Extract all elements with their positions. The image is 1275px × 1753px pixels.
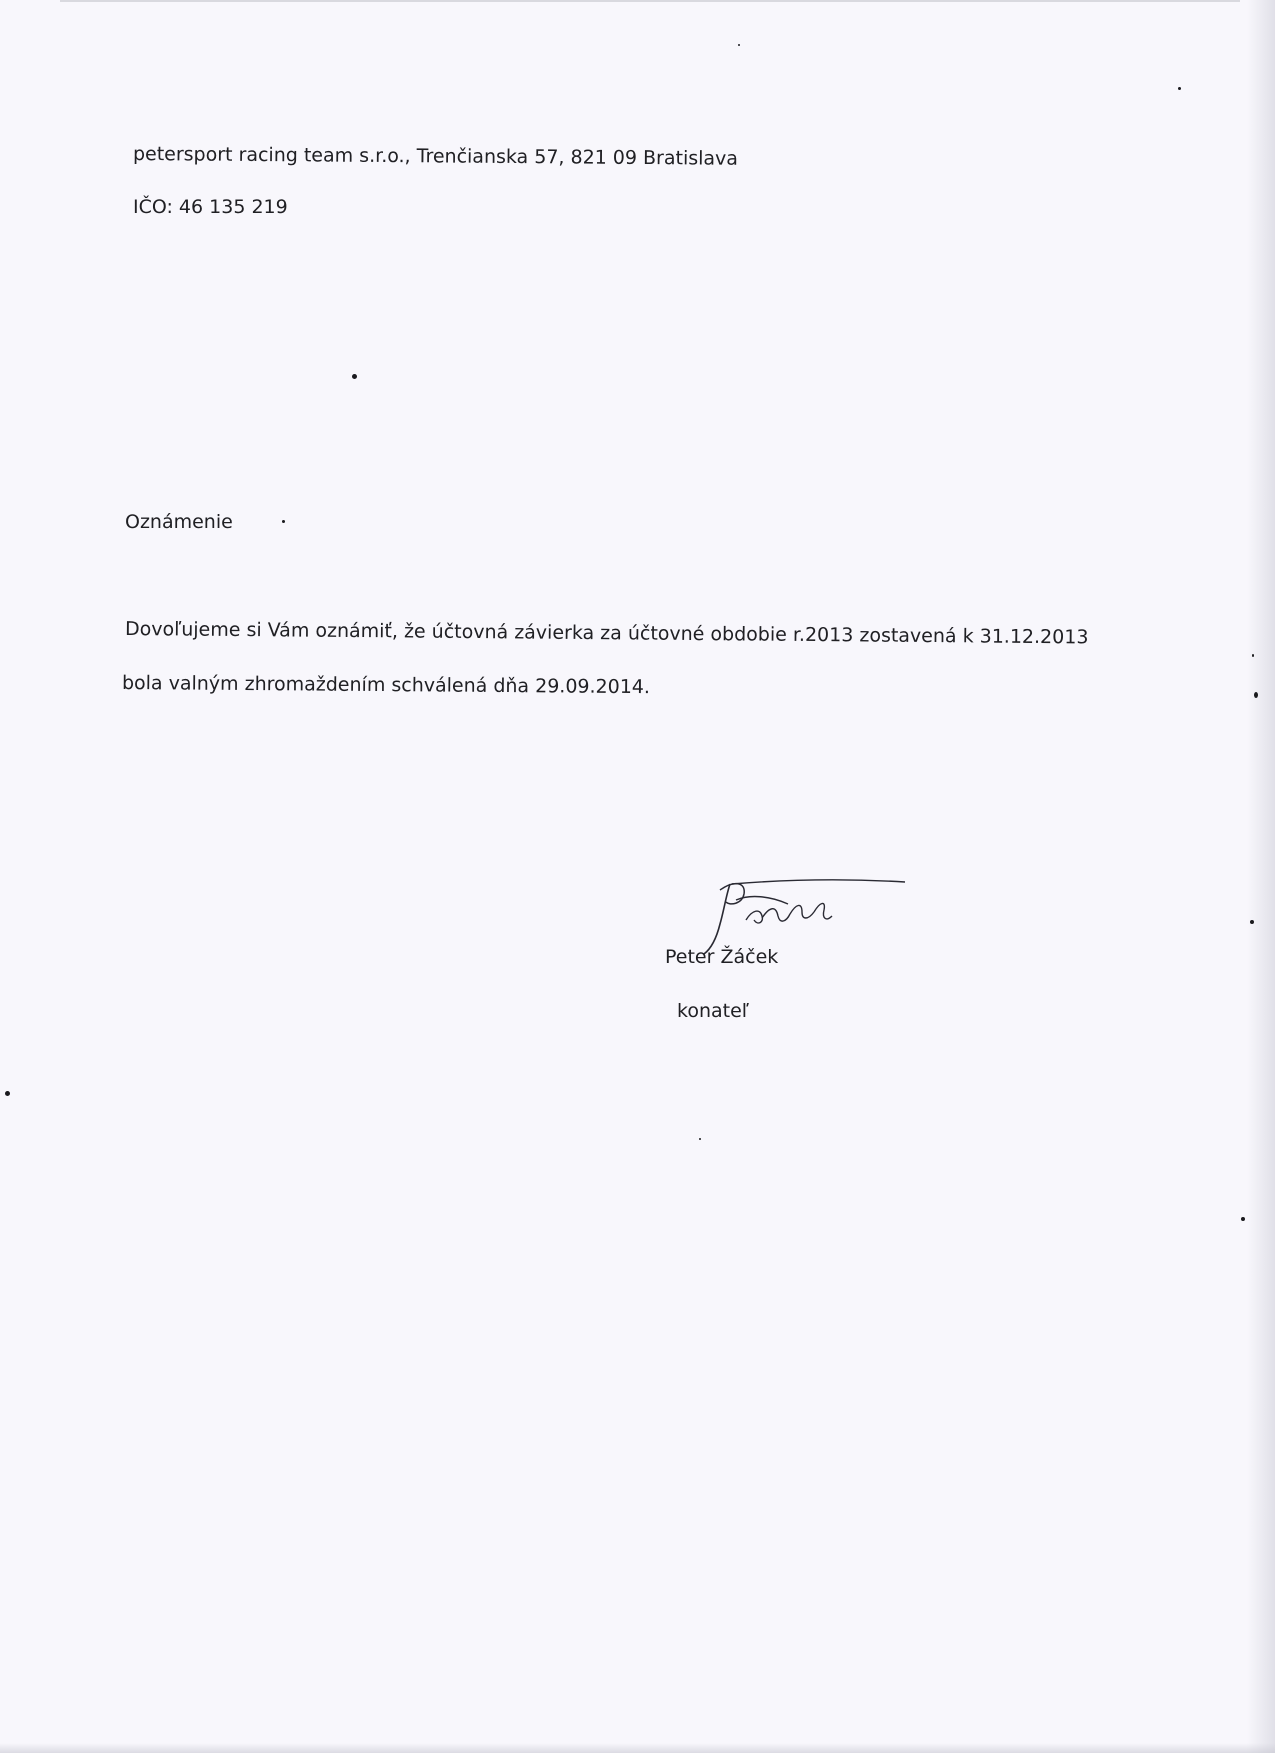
company-address-line: petersport racing team s.r.o., Trenčianska 57, 821 09 Bratislava: [132, 143, 739, 170]
scan-speck: [1254, 692, 1258, 698]
scan-speck: [282, 520, 285, 523]
scan-speck: [1241, 1217, 1245, 1221]
company-id-number: IČO: 46 135 219: [133, 196, 288, 218]
letter-body-line-2: bola valným zhromaždením schválená dňa 29.09.2014.: [121, 672, 651, 699]
scan-speck: [1252, 654, 1254, 657]
handwritten-signature: [690, 876, 920, 956]
scan-edge-shadow-bottom: [0, 1743, 1275, 1753]
scan-edge-shadow-right: [1247, 0, 1275, 1753]
signer-role: konateľ: [677, 1000, 749, 1022]
scan-speck: [5, 1091, 10, 1096]
scan-speck: [1178, 87, 1181, 90]
scan-speck: [1250, 920, 1254, 924]
scan-speck: [352, 374, 357, 379]
letter-title: Oznámenie: [125, 511, 233, 533]
scan-speck: [738, 44, 740, 46]
signer-name: Peter Žáček: [665, 946, 779, 968]
scan-edge-line: [60, 0, 1240, 2]
letter-body-line-1: Dovoľujeme si Vám oznámiť, že účtovná závierka za účtovné obdobie r.2013 zostavená k 31.12.2013: [124, 618, 1089, 649]
scan-speck: [699, 1138, 701, 1140]
